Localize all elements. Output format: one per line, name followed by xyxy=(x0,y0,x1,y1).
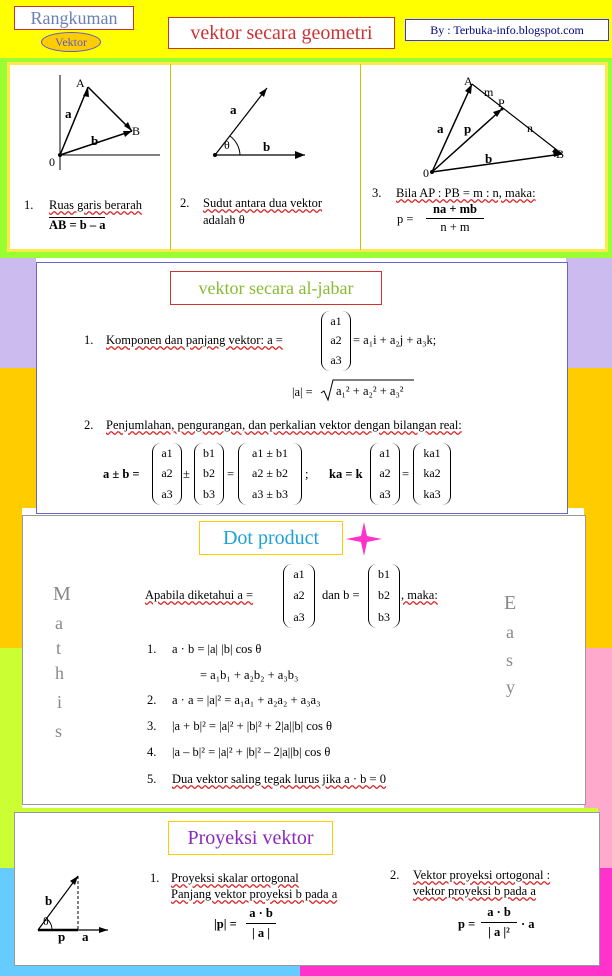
mathis-letter-m: M xyxy=(53,583,71,605)
proyeksi-item2-lhs: p = xyxy=(458,917,476,931)
dot-matrix-b: b1 b2 b3 xyxy=(368,564,400,628)
proyeksi-title: Proyeksi vektor xyxy=(168,821,333,855)
dot-product-title: Dot product xyxy=(199,521,343,555)
dot-item5-num: 5. xyxy=(147,772,157,786)
proyeksi-item1-numer: a · b xyxy=(249,906,273,920)
aljabar-pm-sign: ± xyxy=(183,467,190,481)
figure-projection xyxy=(28,868,113,940)
proyeksi-item1-num: 1. xyxy=(150,871,160,885)
proyeksi-item2-line2: vektor proyeksi b pada a xyxy=(413,884,536,898)
fig3-label-a-point: A xyxy=(464,74,473,88)
geometri-item3-num: 3. xyxy=(372,186,382,200)
bg-right-pink xyxy=(584,648,612,808)
geometri-item2-line2: adalah θ xyxy=(203,213,245,227)
aljabar-ka-lhs: ka = k xyxy=(329,467,363,481)
fig3-label-p: p xyxy=(464,121,472,136)
proj-fig-label-a: a xyxy=(82,929,89,944)
dot-intro: Apabila diketahui a = xyxy=(145,588,254,602)
geometri-item3-denom: n + m xyxy=(440,220,470,234)
dot-item1-text: a · b = |a| |b| cos θ xyxy=(172,642,262,656)
sparkle-star-icon xyxy=(346,522,382,556)
bg-right-pink-low xyxy=(598,808,612,868)
easy-letter-e: E xyxy=(504,592,517,614)
fig3-label-origin: 0 xyxy=(423,166,429,180)
easy-letter-s: s xyxy=(506,650,514,670)
bg-right-orange xyxy=(566,368,612,508)
proyeksi-item1-line1: Proyeksi skalar ortogonal xyxy=(171,871,299,885)
proj-fig-label-theta: θ xyxy=(43,914,49,928)
proj-fig-label-p: p xyxy=(58,929,66,944)
rangkuman-title: Rangkuman xyxy=(14,6,134,30)
fig3-label-a: a xyxy=(437,121,444,136)
proyeksi-item2-num: 2. xyxy=(390,868,400,882)
proyeksi-item2-fraction-bar xyxy=(481,922,517,923)
aljabar-matrix-apb-b: b1 b2 b3 xyxy=(194,443,224,505)
vektor-badge: Vektor xyxy=(41,32,101,52)
aljabar-apb-lhs: a ± b = xyxy=(103,467,140,481)
aljabar-item1-num: 1. xyxy=(84,333,94,347)
aljabar-matrix-ka-a: a1 a2 a3 xyxy=(370,443,400,505)
aljabar-item2-text: Penjumlahan, pengurangan, dan perkalian vektor dengan bilangan real: xyxy=(106,418,462,432)
aljabar-eq-sign: = xyxy=(227,467,235,481)
geometri-item1-num: 1. xyxy=(24,198,34,212)
fig2-label-a: a xyxy=(230,102,237,117)
geometri-item2-line1: Sudut antara dua vektor xyxy=(203,196,323,210)
fig1-label-origin: 0 xyxy=(49,155,55,169)
geometri-item2-num: 2. xyxy=(180,196,190,210)
easy-letter-a: a xyxy=(506,622,514,642)
mathis-letter-a: a xyxy=(55,613,63,633)
bg-right-orange2 xyxy=(584,508,612,648)
fig1-label-b-point: B xyxy=(132,124,141,138)
proyeksi-item2-line1: Vektor proyeksi ortogonal : xyxy=(413,868,551,882)
dot-item4-text: |a – b|² = |a|² + |b|² – 2|a||b| cos θ xyxy=(172,745,331,759)
geometri-divider-2 xyxy=(360,64,361,250)
fig1-label-a: a xyxy=(65,106,72,121)
mathis-letter-s: s xyxy=(55,721,63,741)
dot-item1-cont: = a₁b₁ + a₂b₂ + a₃b₃ xyxy=(200,668,299,682)
dot-item3-text: |a + b|² = |a|² + |b|² + 2|a||b| cos θ xyxy=(172,719,333,733)
geometri-item3-numer: na + mb xyxy=(433,202,477,216)
figure-ab-vector xyxy=(40,70,165,180)
aljabar-len-lhs: |a| = xyxy=(292,385,313,399)
fig2-label-b: b xyxy=(263,139,271,154)
aljabar-item1-comp: = a₁i + a₂j + a₃k; xyxy=(353,333,437,347)
dot-maka: , maka: xyxy=(401,588,438,602)
dot-product-panel xyxy=(22,515,586,805)
easy-letter-y: y xyxy=(506,677,515,697)
mathis-letter-t: t xyxy=(56,638,62,658)
bg-right-lavender xyxy=(566,258,612,368)
proyeksi-item1-fraction-bar xyxy=(246,923,276,924)
dot-item1-num: 1. xyxy=(147,642,157,656)
aljabar-len-rhs: a₁² + a₂² + a₃² xyxy=(336,384,404,398)
proj-fig-label-b: b xyxy=(45,893,53,908)
geometri-item1-line2: AB = b – a xyxy=(49,218,106,232)
aljabar-title: vektor secara al-jabar xyxy=(170,271,382,305)
bg-left-lavender xyxy=(0,258,36,368)
aljabar-item2-num: 2. xyxy=(84,418,94,432)
fig3-label-b: b xyxy=(485,151,493,166)
byline: By : Terbuka-info.blogspot.com xyxy=(405,19,609,41)
bg-left-orange xyxy=(0,368,36,508)
geometri-divider-1 xyxy=(170,64,171,250)
mathis-letter-i: i xyxy=(57,692,63,712)
aljabar-eq-sign-2: = xyxy=(402,467,410,481)
fig1-label-a-point: A xyxy=(76,76,85,90)
proyeksi-item2-numer: a · b xyxy=(487,905,511,919)
fig3-label-b-point: B xyxy=(556,147,565,161)
aljabar-matrix-a: a1 a2 a3 xyxy=(321,311,351,371)
dot-matrix-a: a1 a2 a3 xyxy=(283,564,315,628)
aljabar-semicolon: ; xyxy=(305,467,309,481)
aljabar-matrix-ka-result: ka1 ka2 ka3 xyxy=(413,443,451,505)
geometri-item3-fraction-bar xyxy=(426,218,484,219)
bg-left-orange2 xyxy=(0,508,22,648)
figure-angle xyxy=(205,80,315,165)
dot-item5-text: Dua vektor saling tegak lurus jika a · b = 0 xyxy=(172,772,386,786)
dot-dan: dan b = xyxy=(322,588,360,602)
proyeksi-item1-denom: | a | xyxy=(251,926,270,940)
geometri-item3-p: p = xyxy=(397,212,414,226)
dot-item2-text: a · a = |a|² = a₁a₁ + a₂a₂ + a₃a₃ xyxy=(172,693,321,707)
fig2-label-theta: θ xyxy=(224,138,230,152)
dot-item3-num: 3. xyxy=(147,719,157,733)
aljabar-item1-text: Komponen dan panjang vektor: a = xyxy=(106,333,283,347)
fig3-label-m: m xyxy=(484,85,494,99)
fig3-label-n: n xyxy=(527,121,533,135)
proyeksi-item1-lhs: |p| = xyxy=(214,917,237,931)
fig1-label-b: b xyxy=(91,133,99,148)
dot-item2-num: 2. xyxy=(147,693,157,707)
geometri-item1-line1: Ruas garis berarah xyxy=(49,198,143,212)
aljabar-matrix-apb-a: a1 a2 a3 xyxy=(152,443,182,505)
proyeksi-item1-line2: Panjang vektor proyeksi b pada a xyxy=(171,887,338,901)
mathis-letter-h: h xyxy=(55,663,64,683)
geometri-item3-line1: Bila AP : PB = m : n, maka: xyxy=(396,186,536,200)
dot-item4-num: 4. xyxy=(147,745,157,759)
aljabar-matrix-apb-result: a1 ± b1 a2 ± b2 a3 ± b3 xyxy=(238,443,302,505)
fig3-label-p-point: P xyxy=(498,96,505,110)
bg-left-lime xyxy=(0,648,22,808)
proyeksi-item2-tail: · a xyxy=(521,917,535,931)
proyeksi-item2-denom: | a |² xyxy=(488,925,510,939)
geometri-title: vektor secara geometri xyxy=(168,17,395,49)
